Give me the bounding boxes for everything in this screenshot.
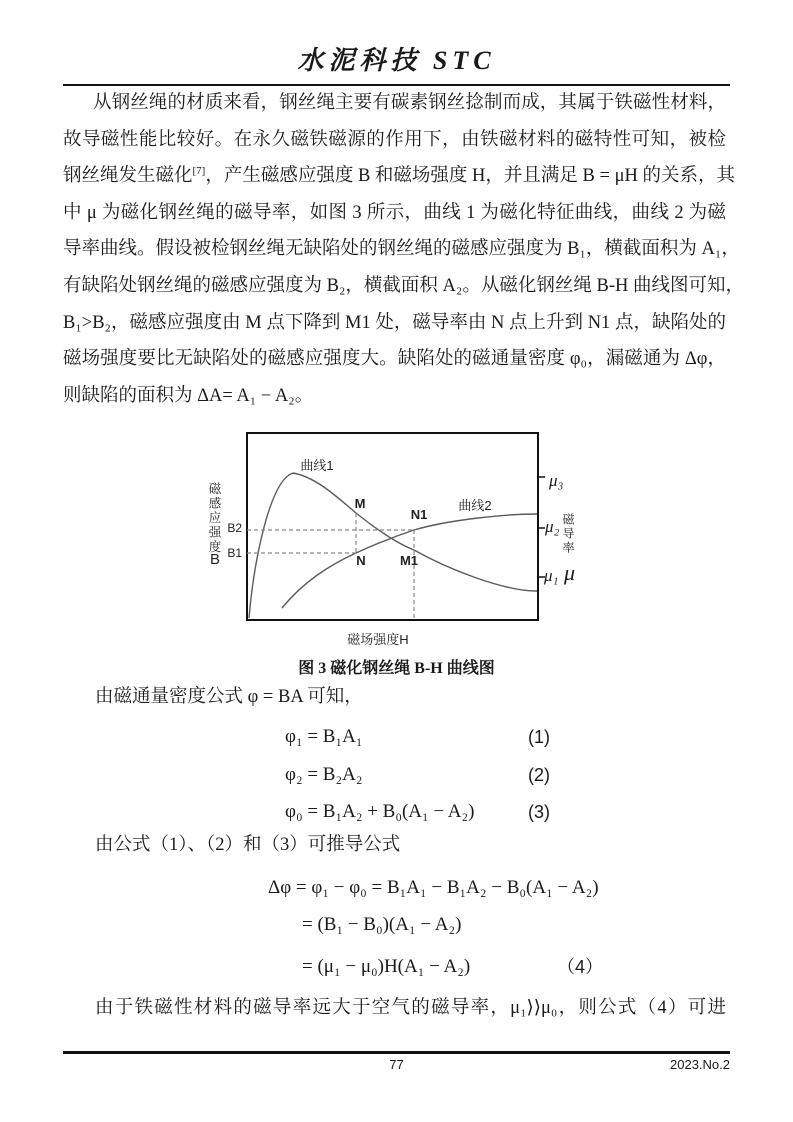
equation-number-2: (2)	[528, 765, 550, 785]
body-line-9: 则缺陷的面积为 ΔA= A₁ − A₂。	[63, 385, 314, 406]
point-n1-label: N1	[410, 507, 428, 522]
body-line-5: 导率曲线。假设被检钢丝绳无缺陷处的钢丝绳的磁感应强度为 B₁，横截面积为 A₁，	[63, 239, 740, 260]
equation-number-3: (3)	[528, 802, 550, 822]
y-axis-unit: B	[210, 551, 221, 568]
point-m-label: M	[354, 496, 366, 511]
b1-axis-value: B1	[227, 546, 242, 560]
y-axis-label: 磁感应强度	[207, 482, 221, 555]
figure-caption: 图 3 磁化钢丝绳 B-H 曲线图	[298, 660, 495, 677]
body-line-7: B₁>B₂，磁感应强度由 M 点下降到 M1 处，磁导率由 N 点上升到 N1 点，缺陷处的	[63, 312, 726, 333]
derivation-intro: 由公式（1）、（2）和（3）可推导公式	[95, 835, 401, 855]
b2-axis-value: B2	[227, 521, 242, 535]
paragraph-1	[63, 85, 744, 414]
body-line-2: 故导磁性能比较好。在永久磁铁磁源的作用下，由铁磁材料的磁特性可知，被检	[63, 129, 726, 150]
mu2-label: μ₂	[545, 517, 560, 536]
journal-title: 水泥科技 STC	[297, 46, 496, 75]
body-line-6: 有缺陷处钢丝绳的磁感应强度为 B₂，横截面积 A₂。从磁化钢丝绳 B-H 曲线图可知，	[63, 275, 744, 296]
issue-number: 2023.No.2	[670, 1057, 730, 1072]
equation-2: φ₂ = B₂A₂	[285, 764, 363, 785]
equation-number-1: (1)	[528, 727, 550, 747]
mu3-label: μ₃	[549, 471, 564, 490]
equation-1: φ₁ = B₁A₁	[285, 726, 363, 747]
equation-4-line-3: = (μ₁ − μ₀)H(A₁ − A₂)	[302, 956, 471, 977]
right-axis-unit: μ	[564, 560, 576, 585]
equation-4-line-1: Δφ = φ₁ − φ₀ = B₁A₁ − B₁A₂ − B₀(A₁ − A₂)	[268, 877, 599, 898]
equations-intro: 由磁通量密度公式 φ = BA 可知，	[95, 687, 363, 707]
body-line-3	[63, 158, 735, 195]
curve2-label: 曲线2	[458, 498, 492, 513]
equation-3: φ₀ = B₁A₂ + B₀(A₁ − A₂)	[285, 801, 475, 822]
bh-plot-svg	[190, 425, 600, 650]
right-axis-label: 磁导率	[561, 513, 575, 555]
body-line-4: 中 μ 为磁化钢丝绳的磁导率，如图 3 所示，曲线 1 为磁化特征曲线，曲线 2 为磁	[63, 202, 726, 223]
x-axis-label: 磁场强度H	[347, 632, 409, 647]
point-m1-label: M1	[399, 553, 419, 568]
page-number: 77	[389, 1057, 404, 1072]
plot-frame	[247, 433, 538, 620]
body-line-1: 从钢丝绳的材质来看，钢丝绳主要有碳素钢丝捻制而成，其属于铁磁性材料，	[93, 93, 726, 113]
curve1-label: 曲线1	[300, 458, 334, 473]
equation-number-4: （4）	[557, 957, 604, 977]
point-n-label: N	[356, 553, 366, 568]
closing-paragraph: 由于铁磁性材料的磁导率远大于空气的磁导率，μ₁⟩⟩μ₀，则公式（4）可进	[95, 998, 726, 1018]
equation-4-line-2: = (B₁ − B₀)(A₁ − A₂)	[302, 914, 462, 935]
mu1-label: μ₁	[544, 566, 559, 585]
body-line-8: 磁场强度要比无缺陷处的磁感应强度大。缺陷处的磁通量密度 φ₀，漏磁通为 Δφ，	[63, 349, 726, 370]
reference-7-superscript: [7]	[192, 165, 206, 178]
body-line-3-text: 钢丝绳发生磁化	[63, 166, 193, 187]
footer-rule	[63, 1051, 730, 1054]
body-line-3-rest: ，产生磁感应强度 B 和磁场强度 H，并且满足 B = μH 的关系，其	[205, 166, 735, 187]
